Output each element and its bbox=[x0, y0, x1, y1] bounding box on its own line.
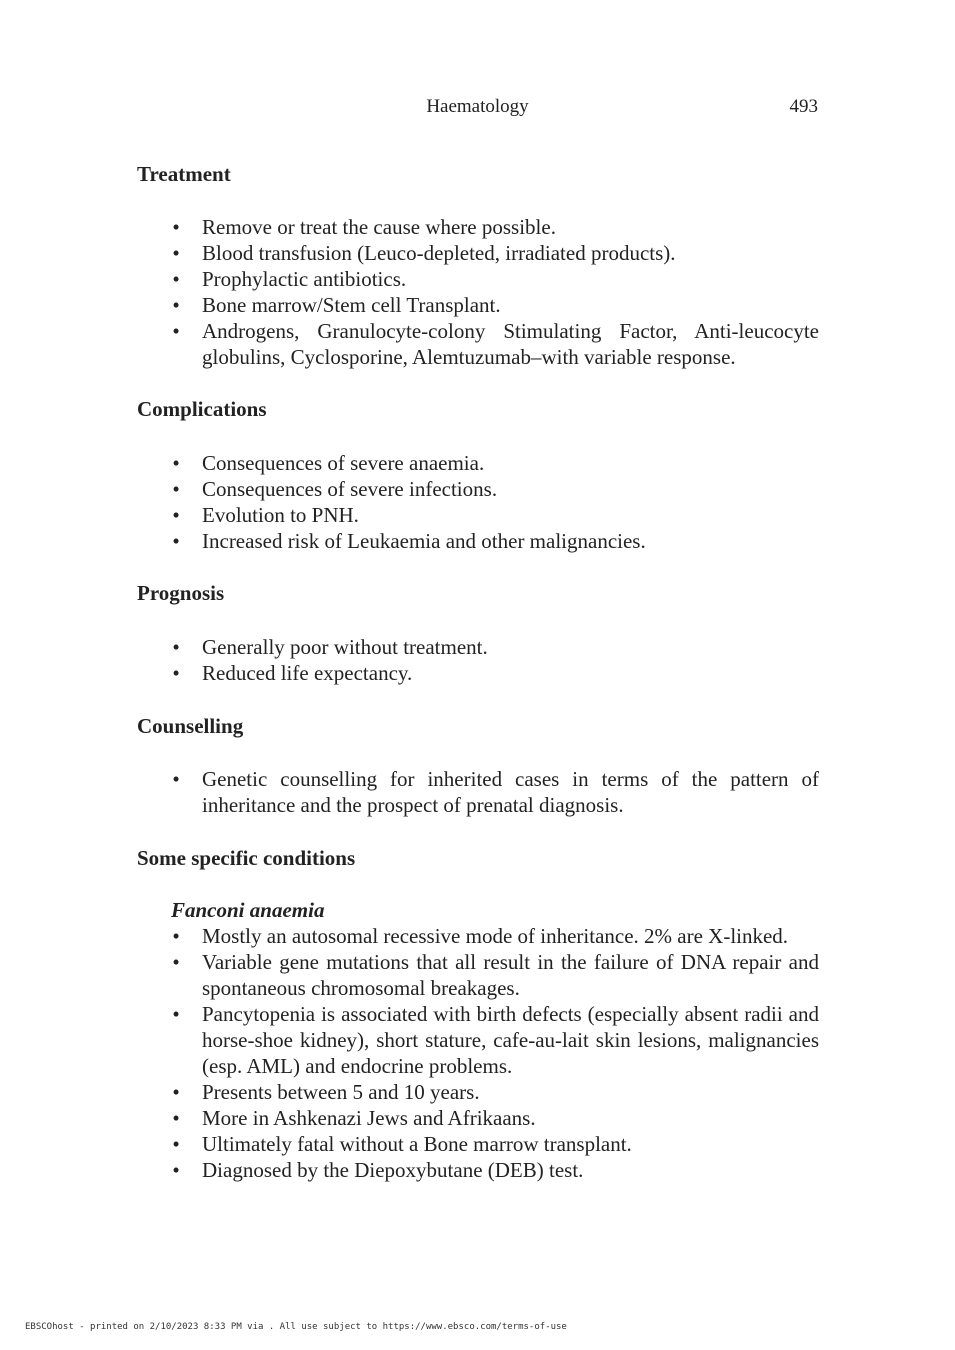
section-heading-specific-conditions: Some specific conditions bbox=[137, 846, 356, 870]
bullet-icon: • bbox=[172, 661, 180, 685]
list-item: • Pancytopenia is associated with birth defects (especially absent radii and horse-shoe kidney), short stature, cafe-au-lait skin lesions, malignancies (esp. AML) and endocrine problems. bbox=[202, 1001, 819, 1079]
section-heading-treatment: Treatment bbox=[137, 162, 231, 186]
bullet-icon: • bbox=[172, 451, 180, 475]
counselling-list bbox=[137, 766, 819, 818]
bullet-icon: • bbox=[172, 1158, 180, 1182]
bullet-icon: • bbox=[172, 1106, 180, 1130]
bullet-icon: • bbox=[172, 241, 180, 265]
list-item: • Diagnosed by the Diepoxybutane (DEB) test. bbox=[202, 1157, 819, 1183]
list-item: • Prophylactic antibiotics. bbox=[202, 266, 819, 292]
bullet-icon: • bbox=[172, 215, 180, 239]
list-item: • More in Ashkenazi Jews and Afrikaans. bbox=[202, 1105, 819, 1131]
list-item: • Consequences of severe infections. bbox=[202, 476, 819, 502]
bullet-icon: • bbox=[172, 503, 180, 527]
running-title: Haematology bbox=[426, 96, 529, 117]
bullet-icon: • bbox=[172, 529, 180, 553]
bullet-icon: • bbox=[172, 1132, 180, 1156]
section-heading-complications: Complications bbox=[137, 397, 267, 421]
print-footer: EBSCOhost - printed on 2/10/2023 8:33 PM via . All use subject to https://www.ebsco.com/terms-of-use bbox=[25, 1322, 567, 1332]
fanconi-list bbox=[137, 923, 819, 1183]
list-item: • Mostly an autosomal recessive mode of inheritance. 2% are X-linked. bbox=[202, 923, 819, 949]
bullet-icon: • bbox=[172, 924, 180, 948]
list-item: • Blood transfusion (Leuco-depleted, irradiated products). bbox=[202, 240, 819, 266]
bullet-icon: • bbox=[172, 1002, 180, 1026]
bullet-icon: • bbox=[172, 293, 180, 317]
bullet-icon: • bbox=[172, 267, 180, 291]
list-item: • Consequences of severe anaemia. bbox=[202, 450, 819, 476]
list-item: • Androgens, Granulocyte-colony Stimulating Factor, Anti-leucocyte globulins, Cyclosporine, Alemtuzumab–with variable response. bbox=[202, 318, 819, 370]
bullet-icon: • bbox=[172, 950, 180, 974]
bullet-icon: • bbox=[172, 319, 180, 343]
page-body bbox=[137, 160, 819, 1183]
subheading-fanconi-anaemia: Fanconi anaemia bbox=[171, 898, 325, 922]
section-heading-counselling: Counselling bbox=[137, 714, 244, 738]
list-item: • Bone marrow/Stem cell Transplant. bbox=[202, 292, 819, 318]
list-item: • Remove or treat the cause where possible. bbox=[202, 214, 819, 240]
bullet-icon: • bbox=[172, 767, 180, 791]
complications-list bbox=[137, 450, 819, 554]
list-item: • Reduced life expectancy. bbox=[202, 660, 819, 686]
list-item: • Increased risk of Leukaemia and other malignancies. bbox=[202, 528, 819, 554]
bullet-icon: • bbox=[172, 477, 180, 501]
bullet-icon: • bbox=[172, 635, 180, 659]
list-item: • Genetic counselling for inherited cases in terms of the pattern of inheritance and the prospect of prenatal diagnosis. bbox=[202, 766, 819, 818]
list-item: • Variable gene mutations that all result in the failure of DNA repair and spontaneous chromosomal breakages. bbox=[202, 949, 819, 1001]
treatment-list bbox=[137, 214, 819, 370]
list-item: • Generally poor without treatment. bbox=[202, 634, 819, 660]
bullet-icon: • bbox=[172, 1080, 180, 1104]
list-item: • Evolution to PNH. bbox=[202, 502, 819, 528]
list-item: • Presents between 5 and 10 years. bbox=[202, 1079, 819, 1105]
section-heading-prognosis: Prognosis bbox=[137, 581, 225, 605]
prognosis-list bbox=[137, 634, 819, 686]
running-header bbox=[0, 96, 955, 122]
page-number: 493 bbox=[789, 96, 818, 117]
list-item: • Ultimately fatal without a Bone marrow transplant. bbox=[202, 1131, 819, 1157]
